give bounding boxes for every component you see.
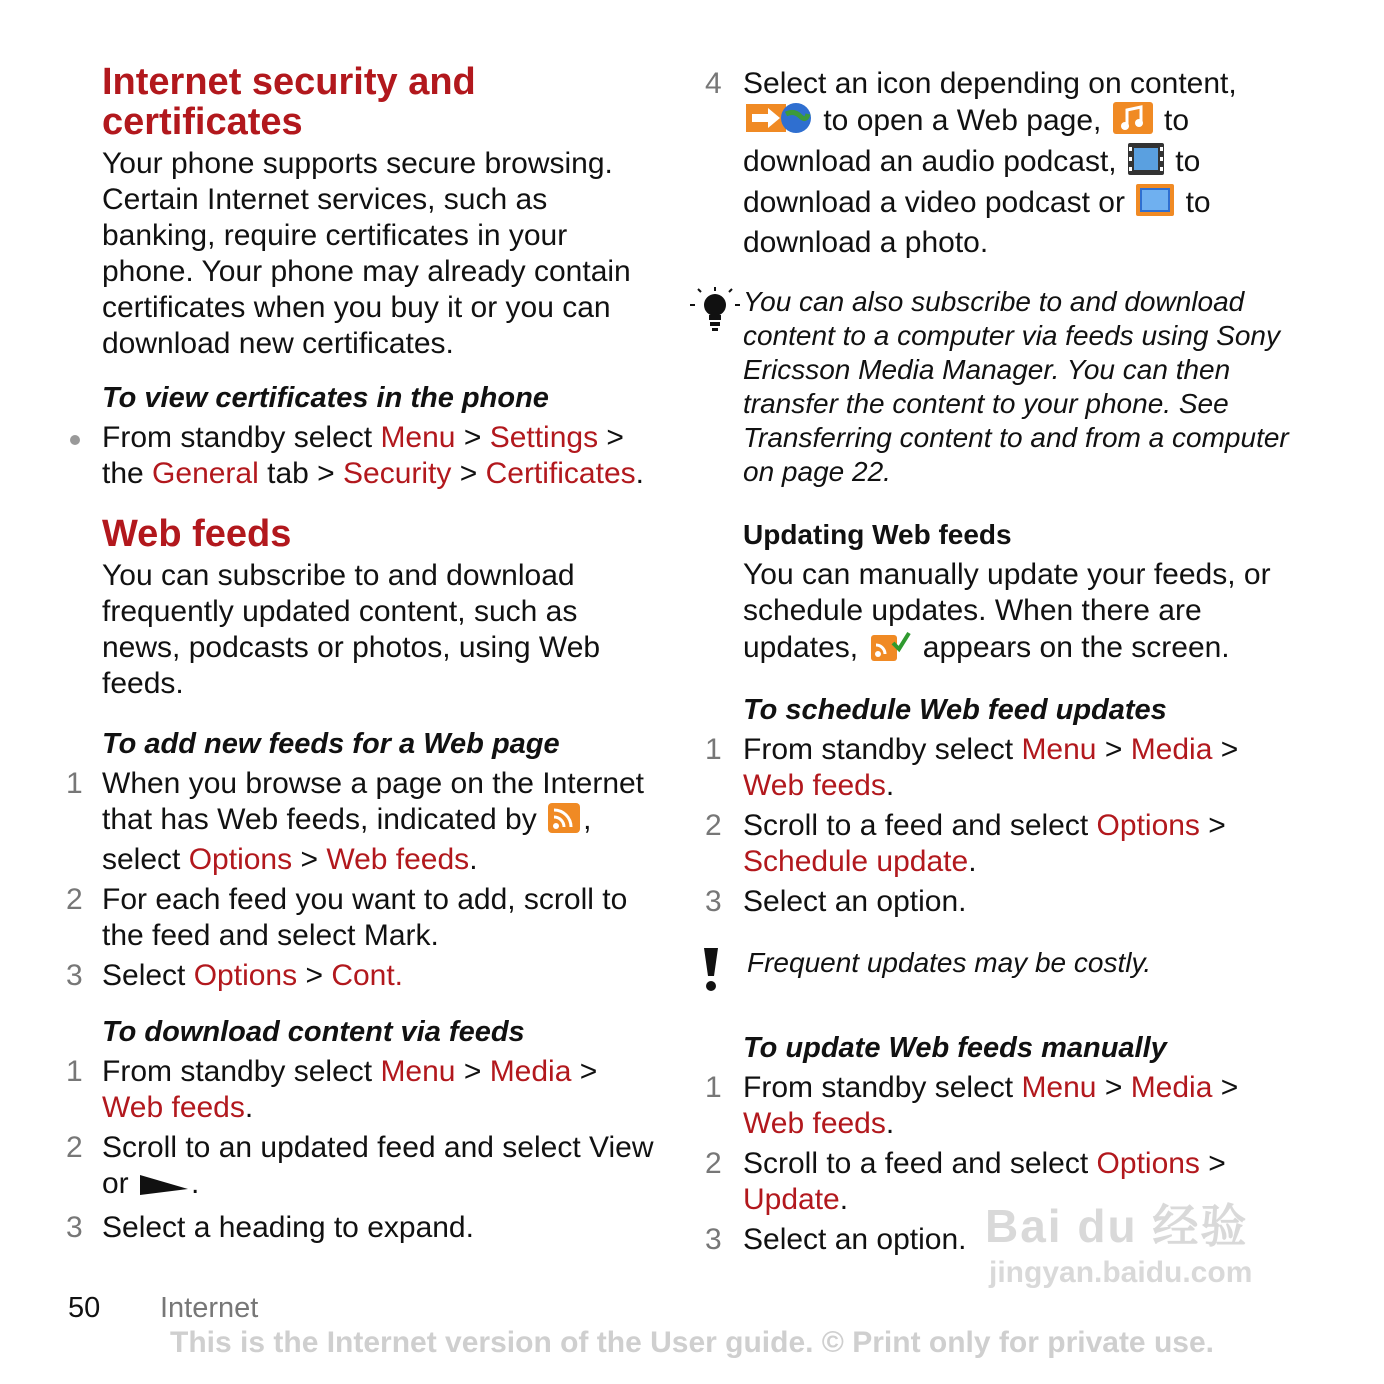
step-number: 2 bbox=[705, 809, 722, 842]
baidu-watermark-brand: Bai du 经验 bbox=[985, 1200, 1249, 1252]
step-number: 2 bbox=[705, 1147, 722, 1180]
list-item: 1 From standby select Menu > Media > Web feeds. bbox=[705, 1071, 1239, 1140]
link-web-feeds[interactable]: Web feeds bbox=[326, 843, 470, 876]
step-number: 4 bbox=[705, 67, 722, 100]
link-media[interactable]: Media bbox=[1130, 1071, 1213, 1104]
link-settings[interactable]: Settings bbox=[489, 421, 599, 454]
web-feeds-body: You can subscribe to and download frequently updated content, such as news, podcasts or photos, using Web feeds. bbox=[102, 559, 601, 700]
link-web-feeds[interactable]: Web feeds bbox=[743, 1107, 886, 1140]
link-menu[interactable]: Menu bbox=[1021, 1071, 1097, 1104]
subsection-title-updating: Updating Web feeds bbox=[743, 519, 1012, 550]
link-media[interactable]: Media bbox=[489, 1055, 572, 1088]
step-number: 3 bbox=[66, 959, 83, 992]
link-media[interactable]: Media bbox=[1130, 733, 1213, 766]
link-update[interactable]: Update bbox=[743, 1183, 840, 1216]
step-number: 2 bbox=[66, 883, 83, 916]
step-number: 3 bbox=[705, 885, 722, 918]
list-item: 4 Select an icon depending on content, to open a Web page, to download an audio podcast, to download a video podcast or to download a photo. bbox=[705, 67, 1237, 259]
link-options[interactable]: Options bbox=[193, 959, 298, 992]
step-number: 1 bbox=[66, 767, 83, 800]
footer-notice: This is the Internet version of the User guide. © Print only for private use. bbox=[170, 1326, 1214, 1359]
step-number: 1 bbox=[66, 1055, 83, 1088]
security-body: Your phone supports secure browsing. Certain Internet services, such as banking, require certificates in your phone. Your phone may already contain certificates when you buy it or you can download new certificates. bbox=[102, 147, 631, 360]
tip-note: You can also subscribe to and download content to a computer via feeds using Sony Ericsson Media Manager. You can then transfer the content to your phone. See Transferring content to and from a computer on page 22. bbox=[705, 285, 1305, 489]
footer-section-label: Internet bbox=[160, 1292, 259, 1324]
feed-update-icon bbox=[869, 629, 911, 670]
step-number: 3 bbox=[66, 1211, 83, 1244]
procedure-heading-add-feeds: To add new feeds for a Web page bbox=[102, 728, 560, 760]
list-item: 2 For each feed you want to add, scroll to the feed and select Mark. bbox=[66, 883, 628, 952]
warning-note: Frequent updates may be costly. bbox=[705, 946, 1305, 980]
link-security[interactable]: Security bbox=[343, 457, 452, 490]
step-number: 2 bbox=[66, 1131, 83, 1164]
tip-lightbulb-icon bbox=[689, 287, 741, 341]
link-options[interactable]: Options bbox=[1096, 1147, 1200, 1180]
list-item: 1 When you browse a page on the Internet that has Web feeds, indicated by , select Options > Web feeds. bbox=[66, 767, 645, 876]
list-item: 2 Scroll to a feed and select Options > Schedule update. bbox=[705, 809, 1226, 878]
link-cont[interactable]: Cont. bbox=[331, 959, 404, 992]
procedure-heading-view-certificates: To view certificates in the phone bbox=[102, 382, 549, 414]
link-web-feeds[interactable]: Web feeds bbox=[102, 1091, 245, 1124]
list-item: 1 From standby select Menu > Media > Web feeds. bbox=[705, 733, 1239, 802]
video-podcast-icon bbox=[1128, 143, 1164, 184]
section-title-web-feeds: Web feeds bbox=[102, 513, 292, 555]
list-item: 2 Scroll to a feed and select Options > Update. bbox=[705, 1147, 1226, 1216]
page-number: 50 bbox=[68, 1292, 101, 1324]
link-schedule-update[interactable]: Schedule update bbox=[743, 845, 969, 878]
link-menu[interactable]: Menu bbox=[1021, 733, 1097, 766]
list-item: 3 Select an option. bbox=[705, 885, 967, 918]
left-column bbox=[66, 62, 660, 1250]
link-certificates[interactable]: Certificates bbox=[485, 457, 636, 490]
link-options[interactable]: Options bbox=[1096, 809, 1200, 842]
link-options[interactable]: Options bbox=[188, 843, 293, 876]
web-page-icon bbox=[746, 102, 812, 143]
right-column bbox=[705, 66, 1305, 1262]
rss-feed-icon bbox=[548, 803, 580, 842]
link-general[interactable]: General bbox=[152, 457, 259, 490]
list-item: 3 Select Options > Cont. bbox=[66, 959, 404, 992]
step-number: 1 bbox=[705, 1071, 722, 1104]
bullet-icon bbox=[70, 435, 80, 445]
play-arrow-icon bbox=[140, 1170, 188, 1206]
baidu-watermark-url: jingyan.baidu.com bbox=[989, 1256, 1253, 1289]
step-number: 1 bbox=[705, 733, 722, 766]
section-title-security: Internet security and certificates bbox=[102, 61, 476, 143]
list-item: 1 From standby select Menu > Media > Web feeds. bbox=[66, 1055, 598, 1124]
link-web-feeds[interactable]: Web feeds bbox=[743, 769, 886, 802]
list-item: 2 Scroll to an updated feed and select View or . bbox=[66, 1130, 660, 1206]
link-menu[interactable]: Menu bbox=[380, 1055, 456, 1088]
photo-icon bbox=[1136, 184, 1174, 225]
updating-body: You can manually update your feeds, or schedule updates. When there are updates, appears on the screen. bbox=[743, 557, 1305, 670]
audio-podcast-icon bbox=[1113, 102, 1153, 143]
list-item: 3 Select a heading to expand. bbox=[66, 1211, 474, 1244]
step-number: 3 bbox=[705, 1223, 722, 1256]
procedure-heading-schedule: To schedule Web feed updates bbox=[743, 694, 1167, 726]
warning-exclamation-icon bbox=[701, 946, 721, 1002]
list-item: 3 Select an option. bbox=[705, 1223, 967, 1256]
link-menu[interactable]: Menu bbox=[380, 421, 456, 454]
procedure-heading-download-content: To download content via feeds bbox=[102, 1016, 525, 1048]
list-item: From standby select Menu > Settings > the General tab > Security > Certificates. bbox=[66, 420, 660, 492]
baidu-watermark bbox=[985, 1190, 1252, 1290]
procedure-heading-manual: To update Web feeds manually bbox=[743, 1032, 1167, 1064]
